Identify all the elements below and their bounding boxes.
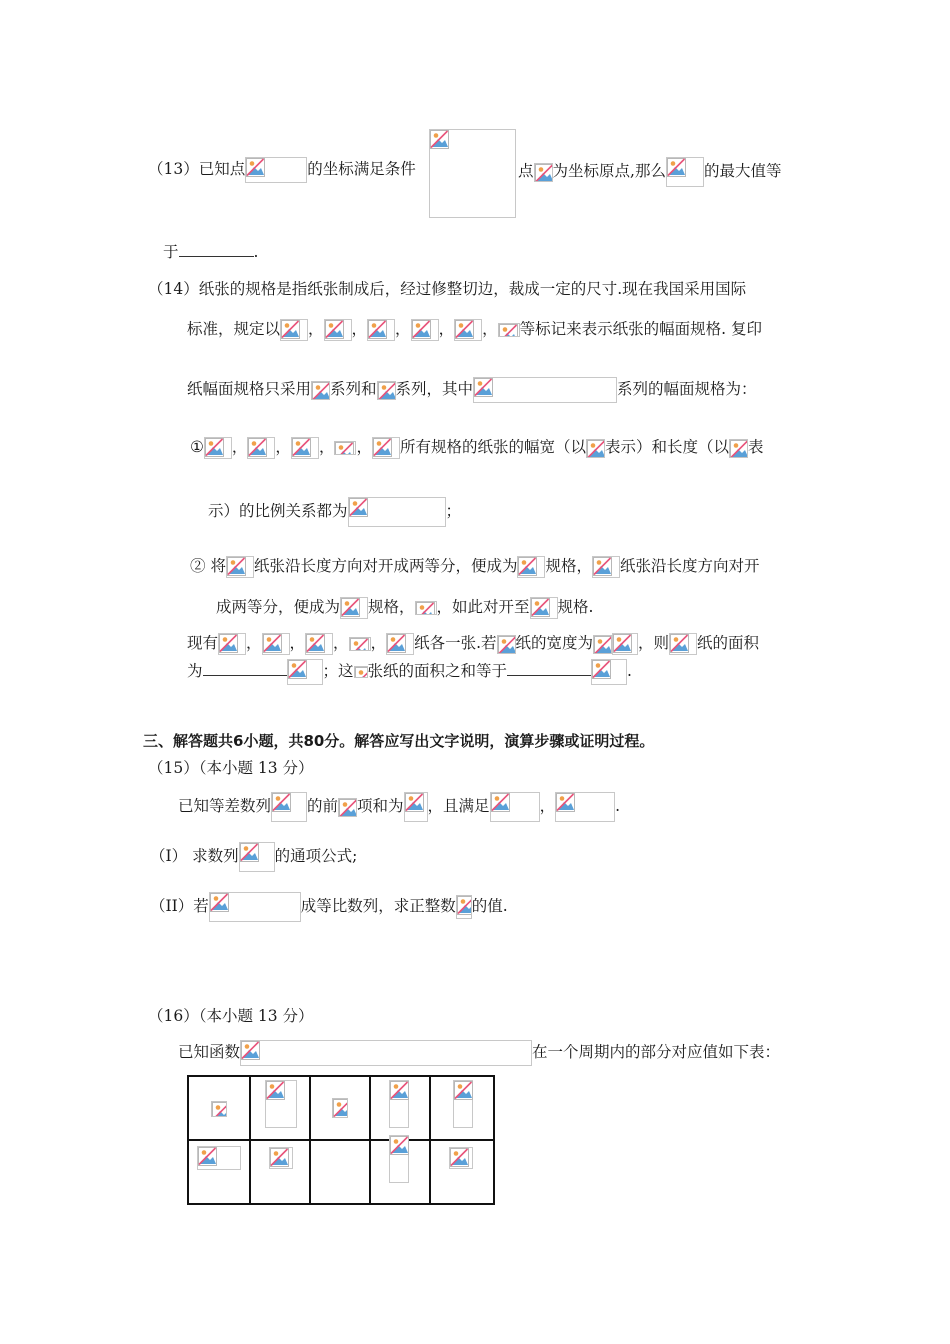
broken-image-icon <box>306 634 325 653</box>
q14-text: 表 <box>748 438 764 456</box>
broken-image-icon <box>405 793 424 812</box>
section-heading: 三、解答题共6小题，共80分。解答应写出文字说明，演算步骤或证明过程。 <box>143 732 655 750</box>
broken-image-icon <box>219 634 238 653</box>
broken-image-icon <box>415 601 437 615</box>
q15-line1 <box>178 792 620 822</box>
q15-text: 成等比数列，求正整数 <box>300 897 456 915</box>
q14-text: 将 <box>210 557 226 575</box>
formula-image <box>411 319 439 341</box>
broken-image-icon <box>211 1101 227 1117</box>
broken-image-icon <box>263 634 282 653</box>
q16-text: 在一个周期内的部分对应值如下表： <box>532 1043 781 1061</box>
formula-image <box>245 157 307 183</box>
formula-image <box>280 319 308 341</box>
formula-image <box>386 633 414 655</box>
q14-line3 <box>187 377 757 403</box>
broken-image-icon <box>266 1081 285 1100</box>
comma: ， <box>438 320 455 338</box>
broken-image-icon <box>377 381 396 400</box>
formula-image <box>265 1080 297 1128</box>
comma: ， <box>308 320 324 338</box>
q13-number: （13） <box>148 160 199 178</box>
broken-image-icon <box>270 1148 289 1167</box>
q16-header: （16）（本小题 13 分） <box>148 1007 314 1025</box>
table-cell <box>430 1076 494 1140</box>
table-cell <box>188 1140 250 1204</box>
broken-image-icon <box>534 163 553 182</box>
q14-line4 <box>190 436 764 459</box>
broken-image-icon <box>292 438 311 457</box>
broken-image-icon <box>272 793 291 812</box>
broken-image-icon <box>334 441 356 455</box>
q14-text: 纸张沿长度方向对开 <box>620 557 760 575</box>
broken-image-icon <box>430 130 449 149</box>
q14-line2 <box>187 318 762 341</box>
q14-text: 规格， <box>545 557 592 575</box>
q15-text: 的前 <box>307 797 339 815</box>
q13-line1 <box>148 157 416 183</box>
q14-text: ，如此对开至 <box>436 598 530 616</box>
broken-image-icon <box>311 381 330 400</box>
broken-image-icon <box>586 439 605 458</box>
broken-image-icon <box>455 320 474 339</box>
q13-text: 的最大值等 <box>703 162 782 180</box>
q14-line5 <box>208 497 461 527</box>
broken-image-icon <box>205 438 224 457</box>
table-row <box>188 1140 494 1204</box>
comma: ， <box>482 320 498 338</box>
comma: ， <box>246 634 262 652</box>
q14-text: 系列的幅面规格为： <box>617 380 757 398</box>
broken-image-icon <box>227 557 246 576</box>
q15-part2 <box>150 892 508 922</box>
formula-image <box>666 157 704 187</box>
q15-text: ，且满足 <box>427 797 490 815</box>
comma: ， <box>351 320 368 338</box>
q15-part1 <box>150 842 357 872</box>
broken-image-icon <box>593 635 612 654</box>
table-cell <box>430 1140 494 1204</box>
formula-image <box>209 892 301 922</box>
table-cell <box>250 1140 310 1204</box>
broken-image-icon <box>498 323 520 337</box>
q14-text: 纸各一张.若 <box>414 634 497 652</box>
q14-text: 表示）和长度（以 <box>604 438 729 456</box>
formula-image <box>291 437 319 459</box>
q14-line8 <box>187 632 759 655</box>
broken-image-icon <box>412 320 431 339</box>
q14-text: 系列，其中 <box>395 380 474 398</box>
comma: ， <box>231 438 248 456</box>
broken-image-icon <box>518 557 537 576</box>
formula-image <box>490 792 540 822</box>
q15-text: ， <box>539 797 556 815</box>
broken-image-icon <box>667 158 686 177</box>
q14-text: 标准，规定以 <box>187 320 281 338</box>
broken-image-icon <box>198 1147 217 1166</box>
constraint-formula-image <box>429 129 516 218</box>
q14-text: 示）的比例关系都为 <box>208 502 348 520</box>
q14-line1 <box>148 278 746 300</box>
q15-text: . <box>615 797 621 815</box>
formula-image <box>591 659 627 685</box>
broken-image-icon <box>240 843 259 862</box>
q14-text: 成两等分，便成为 <box>216 598 341 616</box>
q14-text: . <box>627 662 632 680</box>
broken-image-icon <box>241 1041 260 1060</box>
formula-image <box>473 377 617 403</box>
q14-text: 张纸的面积之和等于 <box>367 662 508 680</box>
formula-image <box>592 556 620 578</box>
formula-image <box>372 437 400 459</box>
q14-text: ； <box>445 502 462 520</box>
q14-text: 系列和 <box>330 380 377 398</box>
function-formula-image <box>240 1040 532 1066</box>
q14-line6 <box>190 555 760 578</box>
q14-text: 规格， <box>368 598 415 616</box>
q14-number: （14） <box>148 280 199 298</box>
q14-text: ；这 <box>322 662 354 680</box>
q13-text: . <box>253 243 259 261</box>
broken-image-icon <box>390 1136 409 1155</box>
q15-header: （15）（本小题 13 分） <box>148 759 314 777</box>
circled-two: ② <box>190 557 206 575</box>
broken-image-icon <box>390 1081 409 1100</box>
comma: ， <box>395 320 411 338</box>
table-cell <box>370 1076 430 1140</box>
formula-image <box>404 792 428 822</box>
q13-text: 已知点 <box>198 160 246 178</box>
broken-image-icon <box>373 438 392 457</box>
formula-image <box>555 792 615 822</box>
formula-image <box>262 633 290 655</box>
q14-text: 纸张的规格是指纸张制成后，经过修整切边，裁成一定的尺寸.现在我国采用国际 <box>198 280 747 298</box>
answer-blank[interactable] <box>179 256 254 257</box>
table-cell <box>250 1076 310 1140</box>
formula-image <box>218 633 246 655</box>
table-cell <box>310 1140 370 1204</box>
q14-text: 所有规格的纸张的幅宽（以 <box>399 438 586 456</box>
q15-text: 求数列 <box>192 847 239 865</box>
broken-image-icon <box>349 637 371 651</box>
formula-image <box>197 1146 241 1170</box>
broken-image-icon <box>593 557 612 576</box>
broken-image-icon <box>246 158 265 177</box>
answer-blank[interactable] <box>507 675 591 676</box>
broken-image-icon <box>474 378 493 397</box>
formula-image <box>530 597 558 619</box>
broken-image-icon <box>341 598 360 617</box>
formula-image <box>271 792 307 822</box>
circled-one: ① <box>190 438 204 456</box>
q15-text: 已知等差数列 <box>178 797 272 815</box>
formula-image <box>269 1147 293 1169</box>
broken-image-icon <box>491 793 510 812</box>
q13-text: 于 <box>163 243 179 261</box>
formula-image <box>389 1135 409 1183</box>
broken-image-icon <box>349 498 368 517</box>
broken-image-icon <box>325 320 344 339</box>
q14-text: 等标记来表示纸张的幅面规格. 复印 <box>519 320 762 338</box>
formula-image <box>287 659 323 685</box>
broken-image-icon <box>338 798 357 817</box>
broken-image-icon <box>556 793 575 812</box>
q16-text: 已知函数 <box>178 1043 241 1061</box>
broken-image-icon <box>531 598 550 617</box>
formula-image <box>449 1147 473 1169</box>
broken-image-icon <box>450 1148 469 1167</box>
formula-image <box>340 597 368 619</box>
q13-line1b <box>518 157 781 187</box>
q14-text: 规格. <box>557 598 594 616</box>
broken-image-icon <box>592 660 611 679</box>
comma: ， <box>370 634 387 652</box>
q14-text: ，则 <box>638 634 670 652</box>
value-table <box>187 1075 495 1205</box>
q14-text: 纸幅面规格只采用 <box>187 380 312 398</box>
part-number: （II）若 <box>150 897 209 915</box>
q16-line1 <box>178 1040 780 1066</box>
broken-image-icon <box>281 320 300 339</box>
comma: ， <box>289 634 306 652</box>
q15-text: 的通项公式; <box>274 847 358 865</box>
broken-image-icon <box>497 635 516 654</box>
broken-image-icon <box>248 438 267 457</box>
formula-image <box>454 319 482 341</box>
q14-line9 <box>187 659 632 685</box>
broken-image-icon <box>729 439 748 458</box>
broken-image-icon <box>387 634 406 653</box>
table-row <box>188 1076 494 1140</box>
q13-line2 <box>163 241 258 263</box>
broken-image-icon <box>670 634 689 653</box>
formula-image <box>226 556 254 578</box>
comma: ， <box>333 634 349 652</box>
q14-text: 现有 <box>187 634 219 652</box>
q15-text: 项和为 <box>357 797 404 815</box>
broken-image-icon <box>332 1098 348 1118</box>
q14-text: 为 <box>187 662 203 680</box>
comma: ， <box>275 438 291 456</box>
q13-text: 点 <box>518 162 534 180</box>
q14-text: 纸的面积 <box>697 634 760 652</box>
table-cell <box>310 1076 370 1140</box>
formula-image <box>453 1080 473 1128</box>
formula-image <box>348 497 446 527</box>
formula-image <box>324 319 352 341</box>
formula-image <box>239 842 275 872</box>
formula-image <box>517 556 545 578</box>
formula-image <box>204 437 232 459</box>
broken-image-icon <box>288 660 307 679</box>
broken-image-icon <box>368 320 387 339</box>
broken-image-icon <box>456 895 472 919</box>
formula-image <box>389 1080 409 1128</box>
formula-image <box>247 437 275 459</box>
q14-line7 <box>216 596 593 619</box>
answer-blank[interactable] <box>203 675 287 676</box>
table-cell <box>370 1140 430 1204</box>
broken-image-icon <box>613 634 632 653</box>
formula-image <box>367 319 395 341</box>
q15-text: 的值. <box>471 897 508 915</box>
comma: ， <box>356 438 372 456</box>
broken-image-icon <box>210 893 229 912</box>
q13-text: 为坐标原点,那么 <box>552 162 666 180</box>
formula-image <box>669 633 697 655</box>
comma: ， <box>318 438 335 456</box>
broken-image-icon <box>354 666 368 678</box>
q14-text: 纸张沿长度方向对开成两等分，便成为 <box>253 557 518 575</box>
q13-text: 的坐标满足条件 <box>307 160 416 178</box>
formula-image <box>612 633 638 655</box>
formula-image <box>305 633 333 655</box>
q14-text: 纸的宽度为 <box>515 634 594 652</box>
part-number: （I） <box>150 847 188 865</box>
broken-image-icon <box>454 1081 473 1100</box>
table-cell <box>188 1076 250 1140</box>
